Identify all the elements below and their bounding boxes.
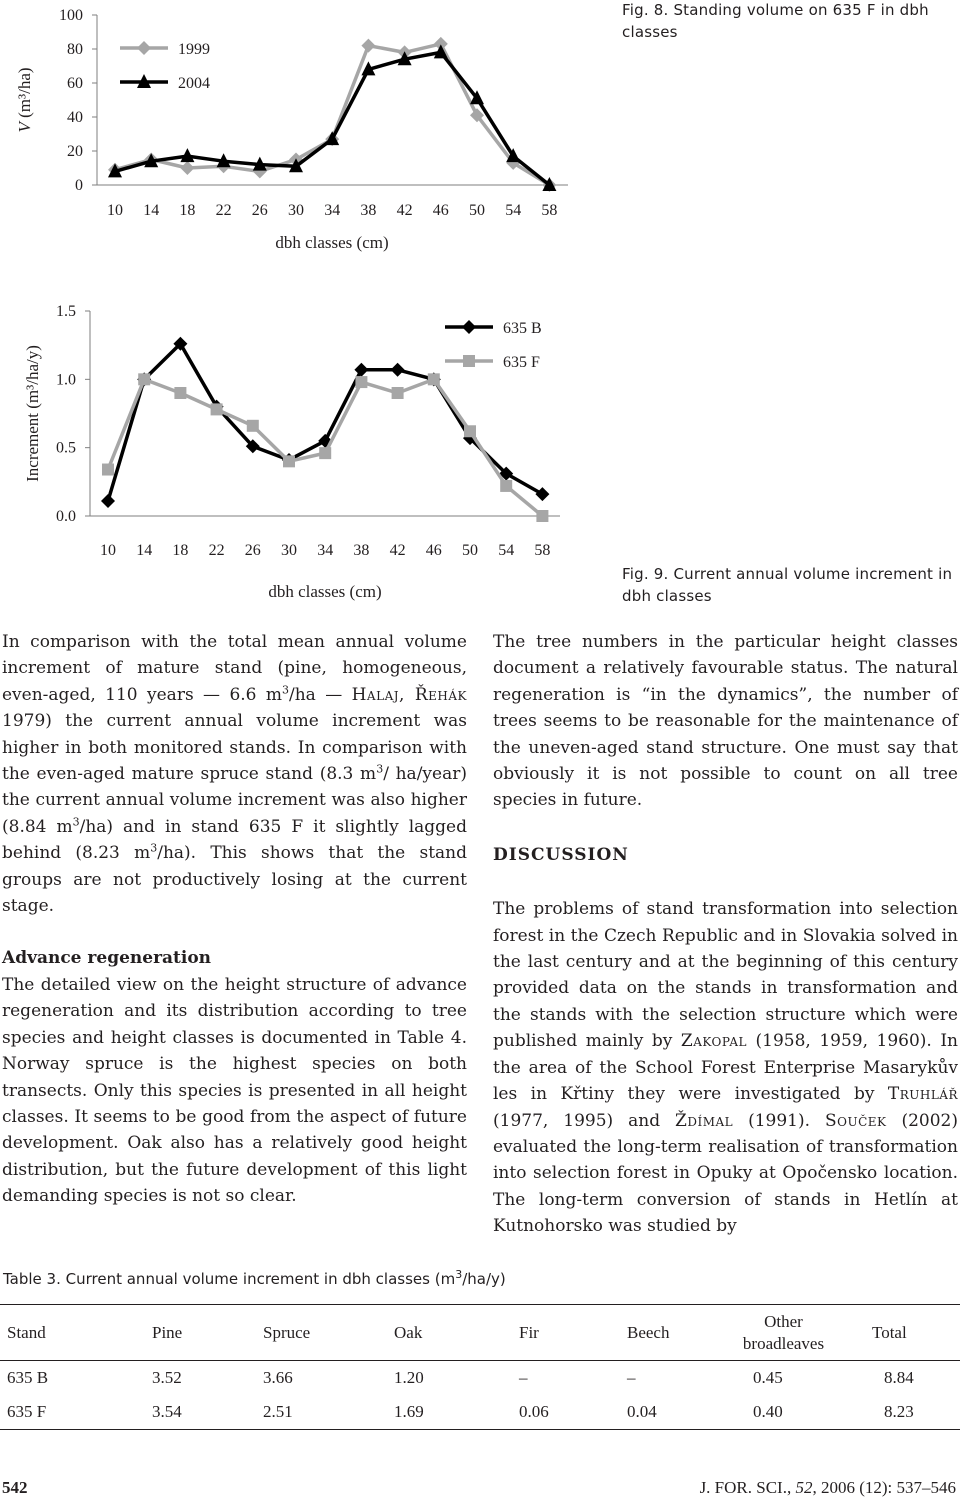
table-header-cell: Spruce bbox=[263, 1305, 394, 1361]
legend-label: 635 F bbox=[503, 354, 540, 371]
table-cell: – bbox=[627, 1368, 636, 1387]
section-heading-advance-regeneration: Advance regeneration bbox=[2, 948, 212, 969]
table-3 bbox=[0, 1304, 960, 1430]
series-line bbox=[115, 44, 549, 185]
table-cell: 8.23 bbox=[872, 1395, 960, 1430]
data-point bbox=[247, 420, 259, 432]
author-citation: Ždímal bbox=[675, 1110, 734, 1131]
y-axis-title: Increment (m³/ha/y) bbox=[23, 345, 42, 482]
table-cell: 635 B bbox=[7, 1368, 49, 1387]
legend-label: 2004 bbox=[178, 75, 210, 92]
table-cell: 0.40 bbox=[725, 1395, 872, 1430]
data-point bbox=[392, 387, 404, 399]
table-cell: 3.52 bbox=[152, 1368, 182, 1387]
table-header-cell: Other broadleaves bbox=[725, 1305, 872, 1361]
series-line bbox=[108, 344, 542, 501]
x-tick-label: 58 bbox=[534, 542, 551, 559]
paragraph-productivity-comparison: In comparison with the total mean annual volume increment of mature stand (pine, homogeneous, even-aged, 110 years — 6.6 $m^3/ha$ — Halaj, Řehák 1979) the current annual volume increment was higher in both monitored stands. In comparison with the even-aged mature spruce stand (8.3 $m^3/$ ha/year) the current annual volume increment was also higher (8.84 $m^3/ha$) and in stand 635 F it slightly lagged behind (8.23 $m^3/ha$). This shows that the stand groups are not productively losing at the current stage. bbox=[2, 632, 467, 917]
data-point bbox=[319, 447, 331, 459]
data-point bbox=[138, 373, 150, 385]
data-point bbox=[211, 403, 223, 415]
table-cell: 0.45 bbox=[753, 1368, 783, 1387]
table-header-cell: Total bbox=[872, 1305, 960, 1361]
table-header-cell: Pine bbox=[152, 1305, 263, 1361]
x-tick-label: 14 bbox=[136, 542, 153, 559]
series-635-f bbox=[102, 373, 548, 522]
table-row bbox=[0, 1395, 960, 1430]
data-point bbox=[391, 363, 405, 377]
data-point bbox=[355, 376, 367, 388]
x-tick-label: 50 bbox=[462, 542, 478, 559]
legend-marker bbox=[463, 355, 475, 367]
legend-label: 635 B bbox=[503, 320, 542, 337]
figure-8-standing-volume-chart bbox=[15, 7, 568, 252]
y-tick-label: 1.0 bbox=[56, 371, 76, 389]
x-tick-label: 26 bbox=[244, 542, 261, 559]
author-citation: Halaj, Řehák bbox=[351, 684, 467, 705]
data-point bbox=[536, 510, 548, 522]
section-heading-discussion: DISCUSSION bbox=[493, 844, 629, 865]
table-cell: – bbox=[519, 1368, 528, 1387]
x-tick-label: 18 bbox=[172, 542, 189, 559]
table-3-caption: Table 3. Current annual volume increment in dbh classes $(m^3/ha/y)$ bbox=[3, 1268, 506, 1288]
x-tick-label: 54 bbox=[505, 202, 522, 219]
x-tick-label: 54 bbox=[498, 542, 515, 559]
y-tick-label: 100 bbox=[59, 7, 83, 24]
y-tick-label: 20 bbox=[67, 143, 83, 160]
author-citation: Souček bbox=[825, 1110, 887, 1131]
x-tick-label: 38 bbox=[353, 542, 370, 559]
x-tick-label: 30 bbox=[288, 202, 304, 219]
x-tick-label: 58 bbox=[541, 202, 558, 219]
x-tick-label: 34 bbox=[317, 542, 334, 559]
x-tick-label: 18 bbox=[179, 202, 196, 219]
x-tick-label: 26 bbox=[251, 202, 268, 219]
table-cell: 1.20 bbox=[394, 1368, 424, 1387]
paragraph-height-structure: The detailed view on the height structure of advance regeneration and its distribution according to tree species and height classes is documented in Table 4. Norway spruce is the highest species on both transects. Only this species is presented in all height classes. It seems to be good from the aspect of future development. Oak also has a relatively good height distribution, but the future development of this light demanding species is not so clear. bbox=[2, 974, 467, 1207]
legend-marker bbox=[137, 41, 151, 55]
table-header-cell: Beech bbox=[627, 1305, 725, 1361]
x-tick-label: 38 bbox=[360, 202, 377, 219]
table-header-cell: Oak bbox=[394, 1305, 519, 1361]
data-point bbox=[102, 464, 114, 476]
table-cell: 3.54 bbox=[152, 1395, 263, 1430]
table-cell: 2.51 bbox=[263, 1395, 394, 1430]
data-point bbox=[361, 39, 375, 53]
table-header-row bbox=[0, 1305, 960, 1361]
table-header-cell: Stand bbox=[0, 1305, 152, 1361]
journal-reference: J. FOR. SCI., 52, 2006 (12): 537–546 bbox=[699, 1478, 956, 1497]
x-tick-label: 42 bbox=[396, 202, 413, 219]
table-cell: 0.04 bbox=[627, 1395, 725, 1430]
data-point bbox=[500, 480, 512, 492]
x-tick-label: 50 bbox=[469, 202, 485, 219]
data-point bbox=[464, 425, 476, 437]
figure-9-volume-increment-chart bbox=[23, 303, 560, 601]
y-tick-label: 0.0 bbox=[56, 508, 76, 525]
x-tick-label: 42 bbox=[389, 542, 406, 559]
table-row bbox=[0, 1361, 960, 1396]
x-axis-title: dbh classes (cm) bbox=[268, 582, 382, 601]
data-point bbox=[535, 487, 549, 501]
x-tick-label: 10 bbox=[100, 542, 116, 559]
right-text-column bbox=[493, 629, 958, 1240]
y-tick-label: 40 bbox=[67, 109, 83, 126]
table-cell: 1.69 bbox=[394, 1395, 519, 1430]
data-point bbox=[428, 373, 440, 385]
author-citation: Zakopal bbox=[680, 1031, 747, 1052]
x-tick-label: 10 bbox=[107, 202, 123, 219]
table-header-cell: Fir bbox=[519, 1305, 627, 1361]
x-tick-label: 22 bbox=[215, 202, 232, 219]
x-tick-label: 46 bbox=[425, 542, 442, 559]
table-cell: 3.66 bbox=[263, 1368, 293, 1387]
data-point bbox=[354, 363, 368, 377]
x-tick-label: 22 bbox=[208, 542, 225, 559]
y-tick-label: 80 bbox=[67, 41, 83, 58]
paragraph-discussion: The problems of stand transformation into selection forest in the Czech Republic and in Slovakia solved in the last century and at the beginning of this century provided data on the stands in transformation and the stands with the selection structure which were published mainly by Zakopal (1958, 1959, 1960). In the area of the School Forest Enterprise Masarykův les in Křtiny they were investigated by Truhlář (1977, 1995) and Ždímal (1991). Souček (2002) evaluated the long-term realisation of transformation into selection forest in Opuky at Opočensko location. The long-term conversion of stands in Hetlín at Kutnohorsko was studied by bbox=[493, 899, 958, 1237]
data-point bbox=[101, 494, 115, 508]
series-2004 bbox=[108, 44, 556, 191]
left-text-column bbox=[2, 629, 467, 1210]
data-point bbox=[174, 387, 186, 399]
legend-marker bbox=[462, 320, 476, 334]
x-axis-title: dbh classes (cm) bbox=[275, 233, 389, 252]
y-tick-label: 1.5 bbox=[56, 303, 76, 320]
paragraph-tree-numbers: The tree numbers in the particular height classes document a relatively favourable status. The natural regeneration is “in the dynamics”, the number of trees seems to be reasonable for the maintenance of the uneven-aged stand structure. One must say that obviously it is not possible to count on all tree species in future. bbox=[493, 632, 958, 811]
x-tick-label: 30 bbox=[281, 542, 297, 559]
figure-8-caption: Fig. 8. Standing volume on 635 F in dbh classes bbox=[622, 1, 929, 41]
x-tick-label: 14 bbox=[143, 202, 160, 219]
y-tick-label: 0.5 bbox=[56, 439, 76, 457]
data-point bbox=[180, 161, 194, 175]
table-cell: 0.06 bbox=[519, 1395, 627, 1430]
table-cell: 635 F bbox=[0, 1395, 152, 1430]
x-tick-label: 34 bbox=[324, 202, 341, 219]
data-point bbox=[283, 455, 295, 467]
y-tick-label: 0 bbox=[75, 177, 83, 194]
x-tick-label: 46 bbox=[432, 202, 449, 219]
y-axis-title: V (m³/ha) bbox=[15, 67, 34, 133]
figures-area bbox=[0, 0, 600, 610]
page-number: 542 bbox=[2, 1478, 28, 1497]
y-tick-label: 60 bbox=[67, 75, 83, 92]
figure-9-caption: Fig. 9. Current annual volume increment in dbh classes bbox=[622, 565, 953, 605]
table-cell: 8.84 bbox=[884, 1368, 914, 1387]
legend-label: 1999 bbox=[178, 41, 210, 58]
author-citation: Truhlář bbox=[887, 1084, 958, 1105]
